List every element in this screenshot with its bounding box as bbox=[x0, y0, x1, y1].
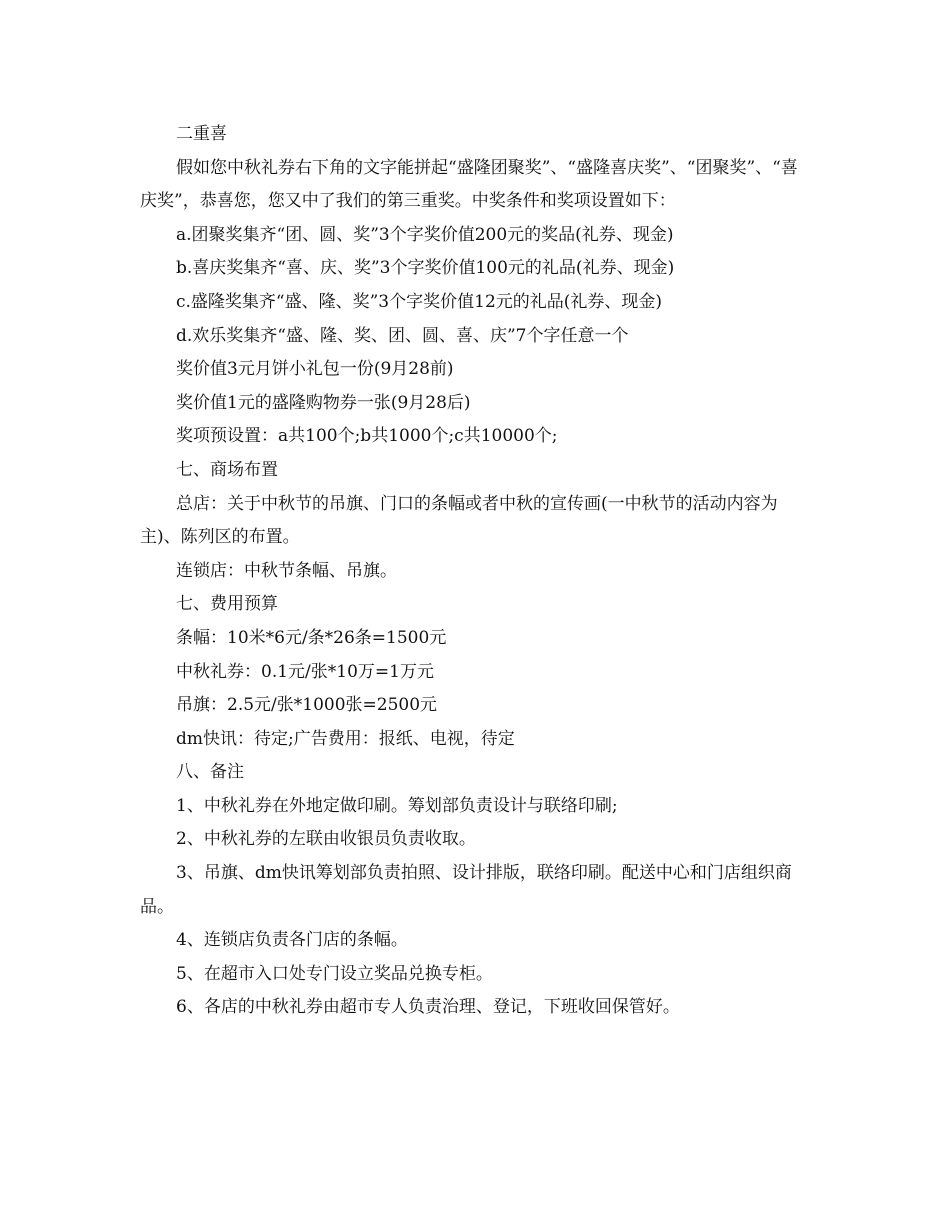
budget-item-voucher: 中秋礼券：0.1元/张*10万=1万元 bbox=[176, 661, 434, 682]
note-item-6: 6、各店的中秋礼券由超市专人负责治理、登记，下班收回保管好。 bbox=[176, 997, 680, 1018]
paragraph-main-store: 总店：关于中秋节的吊旗、门口的条幅或者中秋的宣传画(一中秋节的活动内容为主)、陈列区的布置。 bbox=[140, 493, 778, 548]
prize-item-a: a.团聚奖集齐“团、圆、奖”3个字奖价值200元的奖品(礼券、现金) bbox=[176, 224, 674, 245]
note-item-5: 5、在超市入口处专门设立奖品兑换专柜。 bbox=[176, 963, 493, 984]
document-body bbox=[140, 118, 812, 1025]
prize-item-d: d.欢乐奖集齐“盛、隆、奖、团、圆、喜、庆”7个字任意一个 bbox=[176, 325, 629, 346]
budget-item-dm-ads: dm快讯：待定;广告费用：报纸、电视，待定 bbox=[176, 728, 515, 749]
note-item-1: 1、中秋礼券在外地定做印刷。筹划部负责设计与联络印刷; bbox=[176, 795, 618, 816]
prize-item-c: c.盛隆奖集齐“盛、隆、奖”3个字奖价值12元的礼品(礼券、现金) bbox=[176, 291, 663, 312]
budget-item-hanging-flag: 吊旗：2.5元/张*1000张=2500元 bbox=[176, 695, 438, 716]
prize-detail-mooncake: 奖价值3元月饼小礼包一份(9月28前) bbox=[176, 359, 454, 380]
budget-item-banner: 条幅：10米*6元/条*26条=1500元 bbox=[176, 627, 447, 648]
section-heading-notes: 八、备注 bbox=[176, 762, 244, 783]
section-heading-second-prize: 二重喜 bbox=[176, 124, 227, 144]
prize-item-b: b.喜庆奖集齐“喜、庆、奖”3个字奖价值100元的礼品(礼券、现金) bbox=[176, 258, 675, 279]
note-item-3: 3、吊旗、dm快讯筹划部负责拍照、设计排版，联络印刷。配送中心和门店组织商品。 bbox=[140, 863, 792, 917]
prize-quantity-setting: 奖项预设置：a共100个;b共1000个;c共10000个; bbox=[176, 426, 558, 447]
note-item-2: 2、中秋礼券的左联由收银员负责收取。 bbox=[176, 829, 476, 850]
prize-detail-voucher: 奖价值1元的盛隆购物券一张(9月28后) bbox=[176, 392, 471, 413]
section-heading-store-layout: 七、商场布置 bbox=[176, 459, 278, 480]
section-heading-budget: 七、费用预算 bbox=[176, 594, 278, 615]
paragraph-chain-store: 连锁店：中秋节条幅、吊旗。 bbox=[176, 560, 397, 581]
note-item-4: 4、连锁店负责各门店的条幅。 bbox=[176, 930, 408, 951]
paragraph-prize-intro: 假如您中秋礼券右下角的文字能拼起“盛隆团聚奖”、“盛隆喜庆奖”、“团聚奖”、“喜庆奖”，恭喜您，您又中了我们的第三重奖。中奖条件和奖项设置如下： bbox=[140, 157, 798, 212]
